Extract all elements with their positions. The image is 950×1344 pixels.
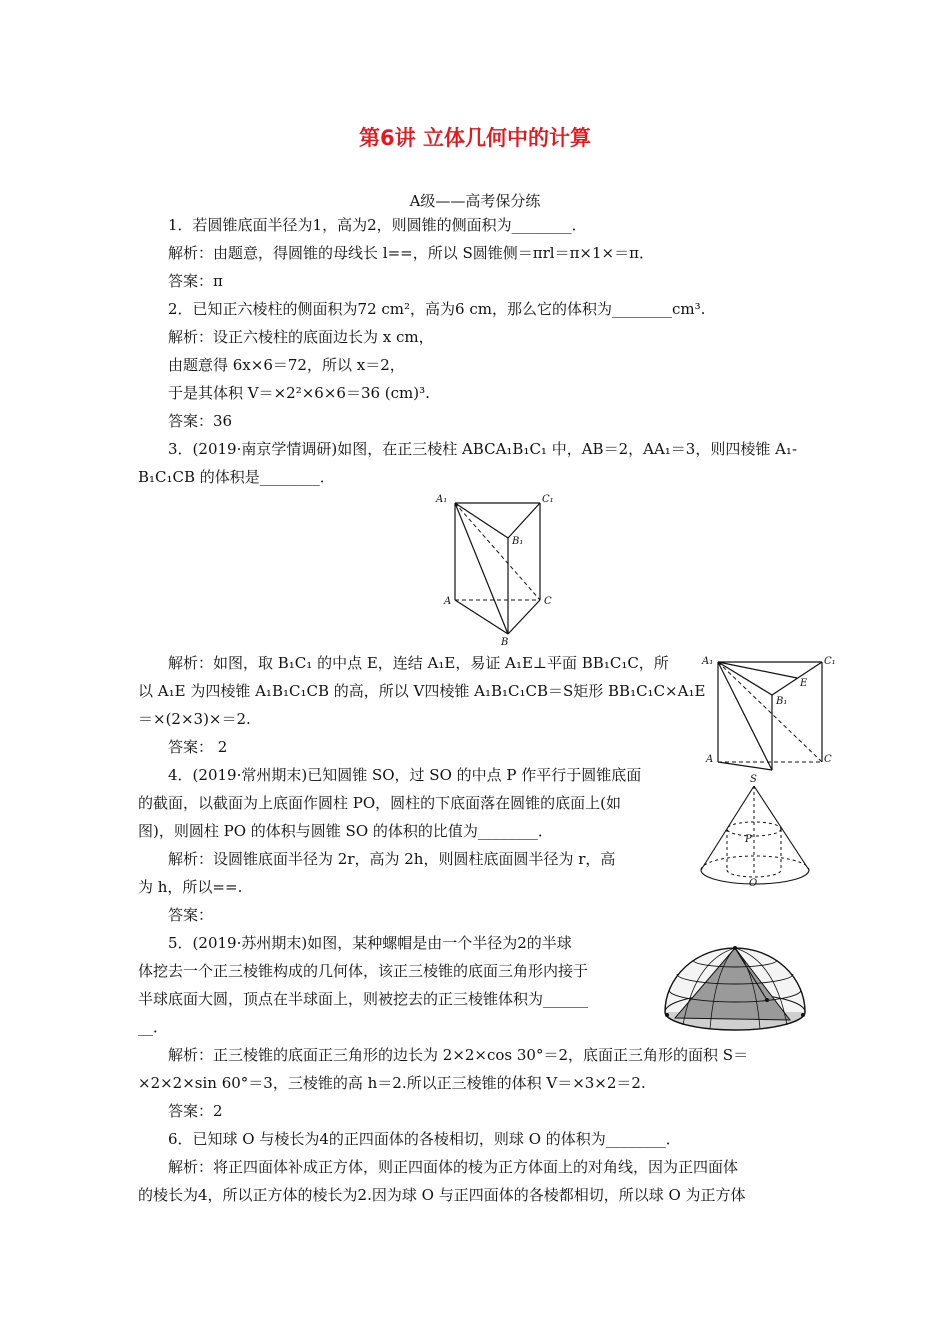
problem-5-line-3: 半球底面大圆，顶点在半球面上，则被挖去的正三棱锥体积为______	[138, 990, 589, 1008]
cone-cylinder-figure	[695, 772, 820, 890]
label-b1: B₁	[512, 536, 524, 547]
label-a1: A₁	[702, 656, 714, 667]
solution-2-line-1: 解析：设正六棱柱的底面边长为 x cm，	[168, 328, 434, 346]
label-c: C	[824, 754, 832, 765]
label-a: A	[706, 754, 714, 765]
problem-3-line-2: B₁C₁CB 的体积是________．	[138, 468, 335, 486]
label-c1: C₁	[542, 494, 554, 505]
answer-4: 答案：	[168, 906, 214, 924]
problem-5-line-1: 5．(2019·苏州期末)如图，某种螺帽是由一个半径为2的半球	[168, 934, 572, 952]
solution-3-line-3: ＝×(2×3)×＝2.	[138, 710, 251, 728]
section-heading: A级——高考保分练	[409, 192, 541, 210]
label-c: C	[544, 596, 552, 607]
solution-4-line-1: 解析：设圆锥底面半径为 2r，高为 2h，则圆柱底面圆半径为 r，高	[168, 850, 616, 868]
label-a: A	[444, 596, 452, 607]
label-b1: B₁	[776, 696, 788, 707]
solution-5-line-1: 解析：正三棱锥的底面正三角形的边长为 2×2×cos 30°＝2，底面正三角形的面积 S＝	[168, 1046, 749, 1064]
solution-4-line-2: 为 h，所以==.	[138, 878, 243, 896]
label-o: O	[749, 878, 758, 889]
answer-5: 答案：2	[168, 1102, 223, 1120]
solution-5-line-2: ×2×2×sin 60°＝3，三棱锥的高 h＝2.所以正三棱锥的体积 V＝×3×2＝2.	[138, 1074, 646, 1092]
page-title: 第6讲 立体几何中的计算	[359, 126, 591, 150]
solution-2-line-3: 于是其体积 V＝×2²×6×6＝36 (cm)³.	[168, 384, 430, 402]
label-c1: C₁	[824, 656, 836, 667]
hemisphere-nut-figure	[655, 940, 815, 1035]
answer-3: 答案： 2	[168, 738, 228, 756]
solution-3-line-1: 解析：如图，取 B₁C₁ 的中点 E，连结 A₁E，易证 A₁E⊥平面 BB₁C₁C，所	[168, 654, 669, 672]
problem-6: 6．已知球 O 与棱长为4的正四面体的各棱相切，则球 O 的体积为________．	[168, 1130, 681, 1148]
problem-4-line-1: 4．(2019·常州期末)已知圆锥 SO，过 SO 的中点 P 作平行于圆锥底面	[168, 766, 642, 784]
problem-4-line-2: 的截面，以截面为上底面作圆柱 PO，圆柱的下底面落在圆锥的底面上(如	[138, 794, 622, 812]
solution-1: 解析：由题意，得圆锥的母线长 l==，所以 S圆锥侧＝πrl＝π×1×＝π．	[168, 244, 654, 262]
solution-6-line-2: 的棱长为4，所以正方体的棱长为2.因为球 O 与正四面体的各棱都相切，所以球 O 为正方体	[138, 1186, 746, 1204]
answer-1: 答案：π	[168, 272, 223, 290]
label-p: P	[745, 834, 752, 845]
label-a1: A₁	[436, 494, 448, 505]
label-s: S	[750, 774, 757, 785]
prism-figure	[430, 488, 560, 648]
problem-5-line-2: 体挖去一个正三棱锥构成的几何体，该正三棱锥的底面三角形内接于	[138, 962, 589, 980]
solution-2-line-2: 由题意得 6x×6＝72，所以 x＝2，	[168, 356, 405, 374]
problem-5-line-4: __．	[138, 1018, 169, 1036]
label-e: E	[800, 678, 808, 689]
solution-6-line-1: 解析：将正四面体补成正方体，则正四面体的棱为正方体面上的对角线，因为正四面体	[168, 1158, 739, 1176]
label-b: B	[501, 637, 509, 648]
answer-2: 答案：36	[168, 412, 233, 430]
solution-3-line-2: 以 A₁E 为四棱锥 A₁B₁C₁CB 的高，所以 V四棱锥 A₁B₁C₁CB＝S矩形 BB₁C₁C×A₁E	[138, 682, 706, 700]
prism-with-midpoint-figure	[700, 650, 836, 770]
problem-3-line-1: 3．(2019·南京学情调研)如图，在正三棱柱 ABCA₁B₁C₁ 中，AB＝2，AA₁＝3，则四棱锥 A₁-	[168, 440, 798, 458]
problem-1: 1．若圆锥底面半径为1，高为2，则圆锥的侧面积为________．	[168, 216, 587, 234]
problem-2: 2．已知正六棱柱的侧面积为72 cm²，高为6 cm，那么它的体积为________cm³.	[168, 300, 706, 318]
problem-4-line-3: 图)，则圆柱 PO 的体积与圆锥 SO 的体积的比值为________．	[138, 822, 553, 840]
